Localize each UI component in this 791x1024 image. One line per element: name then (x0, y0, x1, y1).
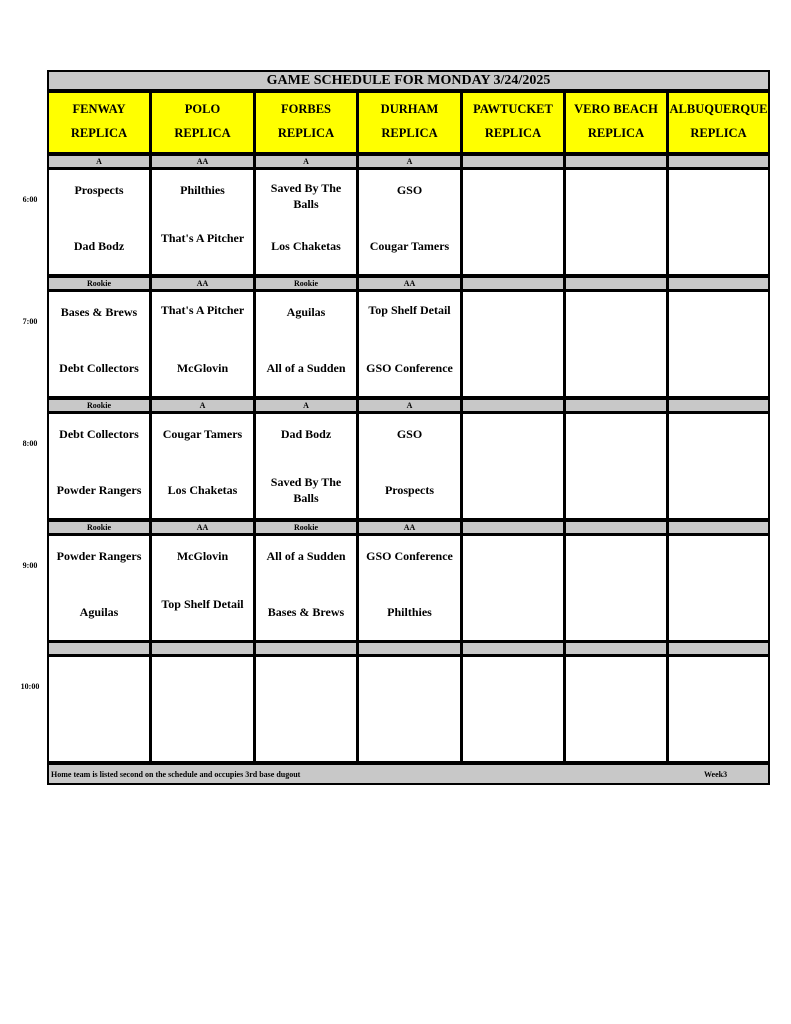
game-cell (667, 655, 770, 763)
division-label (357, 641, 462, 656)
game-cell (47, 655, 151, 763)
field-header-6 (667, 91, 770, 154)
division-label: AA (150, 520, 255, 535)
field-name: DURHAM (380, 102, 439, 116)
game-cell (150, 655, 255, 763)
home-team: Los Chaketas (167, 483, 238, 497)
home-team: Saved By The Balls (270, 475, 342, 505)
game-cell (254, 655, 358, 763)
division-label: AA (150, 276, 255, 291)
away-team: Debt Collectors (59, 427, 139, 441)
game-cell (357, 534, 462, 642)
division-label: A (47, 154, 151, 169)
home-team: Cougar Tamers (369, 239, 450, 253)
home-team: GSO Conference (366, 361, 453, 375)
field-header-1 (150, 91, 255, 154)
division-label (47, 641, 151, 656)
away-team: Saved By The Balls (270, 181, 342, 211)
division-label: Rookie (47, 520, 151, 535)
time-label: 6:00 (22, 195, 38, 204)
time-label: 9:00 (22, 561, 38, 570)
game-cell (150, 412, 255, 520)
game-cell (47, 290, 151, 398)
home-team: Philthies (387, 605, 432, 619)
field-name: ALBUQUERQUE (669, 102, 768, 116)
field-header-4 (461, 91, 565, 154)
division-label: AA (357, 520, 462, 535)
time-label: 7:00 (22, 317, 38, 326)
field-header-5 (564, 91, 668, 154)
division-label: AA (357, 276, 462, 291)
field-header-2 (254, 91, 358, 154)
division-label: AA (150, 154, 255, 169)
game-cell (357, 412, 462, 520)
division-label (461, 276, 565, 291)
home-team: Bases & Brews (267, 605, 345, 619)
division-label (461, 520, 565, 535)
division-label (150, 641, 255, 656)
division-label: A (254, 398, 358, 413)
home-team-note: Home team is listed second on the schedule and occupies 3rd base dugout (51, 770, 301, 779)
away-team: Prospects (74, 183, 124, 197)
game-cell (47, 534, 151, 642)
home-team: Powder Rangers (56, 483, 142, 497)
division-label: A (357, 398, 462, 413)
division-label: Rookie (254, 520, 358, 535)
field-subtitle: REPLICA (484, 126, 542, 140)
game-cell (150, 168, 255, 276)
home-team: Dad Bodz (73, 239, 125, 253)
game-cell (47, 168, 151, 276)
division-label: A (150, 398, 255, 413)
game-cell (357, 168, 462, 276)
game-cell (564, 168, 668, 276)
division-label: Rookie (47, 398, 151, 413)
away-team: GSO (396, 183, 423, 197)
week-label: Week3 (704, 770, 728, 779)
field-subtitle: REPLICA (587, 126, 645, 140)
field-name: PAWTUCKET (473, 102, 553, 116)
division-label (667, 154, 770, 169)
field-subtitle: REPLICA (174, 126, 231, 140)
game-cell (461, 168, 565, 276)
home-team: That's A Pitcher (160, 231, 245, 245)
home-team: McGlovin (176, 361, 229, 375)
game-cell (150, 534, 255, 642)
division-label (564, 276, 668, 291)
game-cell (47, 412, 151, 520)
field-name: POLO (184, 102, 221, 116)
division-label (564, 641, 668, 656)
field-subtitle: REPLICA (690, 126, 747, 140)
game-cell (564, 655, 668, 763)
game-cell (461, 534, 565, 642)
division-label (461, 154, 565, 169)
home-team: Prospects (384, 483, 435, 497)
field-header-3 (357, 91, 462, 154)
game-cell (254, 168, 358, 276)
game-cell (667, 412, 770, 520)
game-cell (564, 290, 668, 398)
division-label (461, 641, 565, 656)
away-team: Aguilas (286, 305, 326, 319)
away-team: Cougar Tamers (162, 427, 243, 441)
game-cell (461, 290, 565, 398)
game-cell (254, 412, 358, 520)
game-cell (461, 655, 565, 763)
game-cell (357, 655, 462, 763)
game-cell (564, 412, 668, 520)
game-cell (667, 534, 770, 642)
game-cell (667, 168, 770, 276)
field-name: FENWAY (72, 102, 126, 116)
home-team: Top Shelf Detail (161, 597, 244, 611)
schedule-footer (47, 763, 770, 785)
away-team: That's A Pitcher (160, 303, 245, 317)
time-label: 10:00 (20, 682, 40, 691)
game-cell (254, 290, 358, 398)
time-label: 8:00 (22, 439, 38, 448)
division-label: A (357, 154, 462, 169)
field-name: FORBES (280, 102, 331, 116)
division-label (667, 641, 770, 656)
field-name: VERO BEACH (574, 102, 658, 116)
game-cell (357, 290, 462, 398)
away-team: Top Shelf Detail (368, 303, 451, 317)
division-label (667, 520, 770, 535)
game-cell (254, 534, 358, 642)
home-team: Aguilas (79, 605, 119, 619)
schedule-title: GAME SCHEDULE FOR MONDAY 3/24/2025 (47, 70, 770, 91)
field-header-0 (47, 91, 151, 154)
game-cell (461, 412, 565, 520)
game-cell (564, 534, 668, 642)
division-label (564, 520, 668, 535)
division-label (564, 398, 668, 413)
field-subtitle: REPLICA (70, 126, 128, 140)
division-label (564, 154, 668, 169)
away-team: Powder Rangers (56, 549, 142, 563)
away-team: Philthies (180, 183, 225, 197)
division-label: Rookie (254, 276, 358, 291)
division-label (667, 276, 770, 291)
division-label (461, 398, 565, 413)
game-cell (150, 290, 255, 398)
home-team: Debt Collectors (59, 361, 139, 375)
division-label: Rookie (47, 276, 151, 291)
away-team: GSO (396, 427, 423, 441)
home-team: Los Chaketas (271, 239, 341, 253)
away-team: Bases & Brews (60, 305, 138, 319)
away-team: GSO Conference (366, 549, 453, 563)
game-cell (667, 290, 770, 398)
field-subtitle: REPLICA (277, 126, 335, 140)
field-subtitle: REPLICA (381, 126, 438, 140)
home-team: All of a Sudden (266, 361, 346, 375)
away-team: All of a Sudden (266, 549, 346, 563)
away-team: McGlovin (176, 549, 229, 563)
division-label (254, 641, 358, 656)
division-label (667, 398, 770, 413)
division-label: A (254, 154, 358, 169)
away-team: Dad Bodz (280, 427, 332, 441)
